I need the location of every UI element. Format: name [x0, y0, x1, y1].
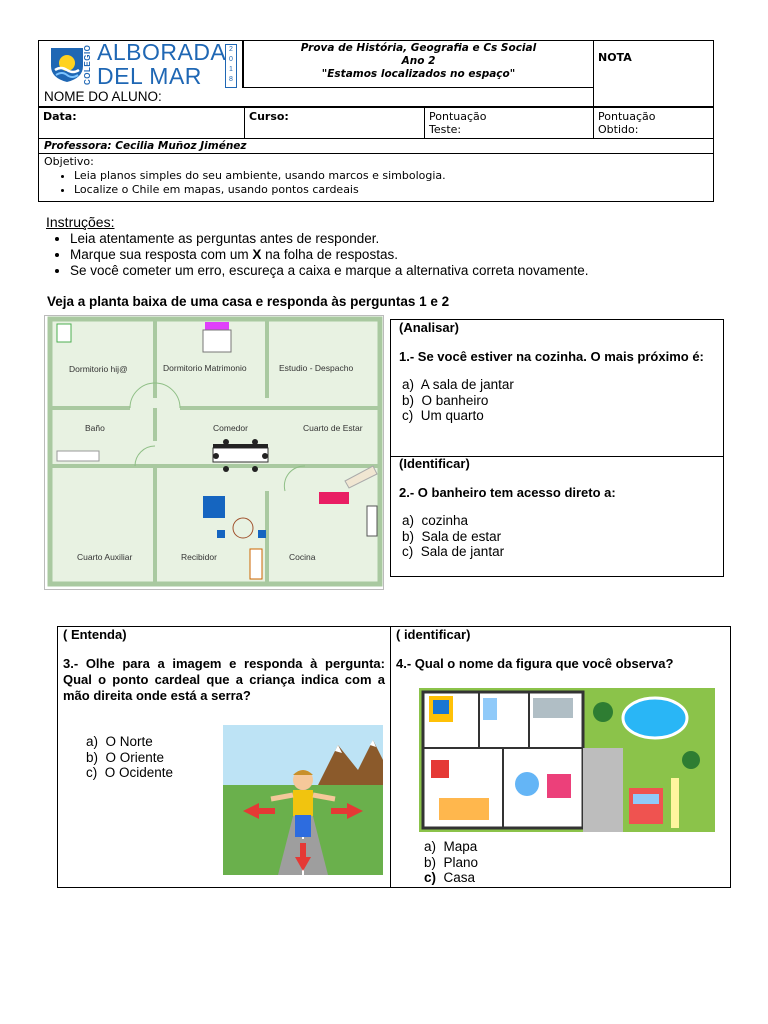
q4-skill: ( identificar)	[396, 627, 471, 642]
instructions	[46, 214, 726, 279]
q1-text: 1.- Se você estiver na cozinha. O mais próximo é:	[399, 349, 704, 364]
student-name-label: NOME DO ALUNO:	[44, 89, 162, 104]
instruction-item: • Leia atentamente as perguntas antes de responder.	[70, 231, 726, 246]
questions-1-2-box	[390, 319, 724, 577]
instructions-title: Instruções:	[46, 214, 115, 230]
q3-option[interactable]: a) O Norte	[86, 734, 153, 749]
instruction-item: • Se você cometer um erro, escureça a caixa e marque a alternativa correta novamente.	[70, 263, 726, 278]
q2-skill: (Identificar)	[399, 456, 470, 471]
house-plan-illustration	[419, 688, 715, 832]
room-label: Cocina	[289, 552, 316, 562]
questions-3-4-box	[57, 626, 731, 888]
test-score-cell[interactable]	[424, 107, 594, 139]
obtained-score-cell[interactable]	[593, 107, 714, 139]
year-digit: 0	[229, 56, 233, 63]
year-digit: 1	[229, 66, 233, 73]
header-table	[38, 40, 714, 202]
q1-block	[391, 320, 723, 456]
child-compass-illustration	[223, 725, 383, 875]
logo-cell	[38, 40, 243, 88]
date-cell[interactable]	[38, 107, 245, 139]
floor-plan-drawing	[45, 316, 383, 589]
date-label: Data:	[43, 110, 77, 123]
teacher-label: Professora: Cecilia Muñoz Jiménez	[44, 140, 247, 152]
school-vertical-label: COLEGIO	[83, 44, 92, 85]
section1-heading: Veja a planta baixa de uma casa e responda às perguntas 1 e 2	[47, 294, 450, 309]
grade-cell	[593, 40, 714, 107]
teacher-cell	[38, 138, 714, 154]
q2-option[interactable]: b) Sala de estar	[402, 528, 502, 544]
q2-text: 2.- O banheiro tem acesso direto a:	[399, 485, 616, 500]
objective-label: Objetivo:	[44, 155, 94, 168]
student-name-cell[interactable]	[38, 88, 594, 107]
room-label: Baño	[85, 423, 105, 433]
room-label: Dormitorio hij@	[69, 364, 128, 374]
test-score-label-1: Pontuação	[429, 110, 487, 123]
q2-option[interactable]: a) cozinha	[402, 513, 469, 528]
objective-item: • Leia planos simples do seu ambiente, usando marcos e simbologia.	[74, 169, 708, 182]
q1-option[interactable]: c) Um quarto	[402, 408, 484, 423]
school-name-line2: DEL MAR	[97, 63, 202, 89]
exam-year: Ano 2	[401, 55, 436, 67]
exam-title: Prova de História, Geografia e Cs Social	[300, 42, 537, 54]
room-label: Estudio - Despacho	[279, 363, 354, 373]
q2-option[interactable]: c) Sala de jantar	[402, 544, 505, 559]
instruction-item: • Marque sua resposta com um X na folha de respostas.	[70, 247, 726, 262]
q3-text: 3.- Olhe para a imagem e responda à pergunta: Qual o ponto cardeal que a criança indica com a mão direita onde está a serra?	[63, 656, 385, 703]
room-label: Cuarto de Estar	[303, 423, 363, 433]
test-score-label-2: Teste:	[429, 123, 462, 136]
q4-option[interactable]: c) Casa	[424, 870, 476, 885]
q3-option[interactable]: b) O Oriente	[86, 749, 165, 765]
q1-skill: (Analisar)	[399, 320, 459, 335]
school-logo-icon	[47, 44, 87, 84]
exam-subtitle: "Estamos localizados no espaço"	[321, 68, 516, 80]
floor-plan-image	[44, 315, 384, 590]
q4-text: 4.- Qual o nome da figura que você observa?	[396, 656, 674, 671]
school-name-line1: ALBORADA	[97, 39, 227, 65]
q3-option[interactable]: c) O Ocidente	[86, 765, 174, 780]
exam-title-cell	[243, 40, 594, 88]
school-year-box	[225, 44, 237, 88]
year-digit: 2	[229, 46, 233, 53]
q2-block	[391, 456, 723, 576]
objective-cell	[38, 153, 714, 202]
q4-block	[391, 627, 731, 887]
course-label: Curso:	[249, 110, 289, 123]
year-digit: 8	[229, 76, 233, 83]
course-cell[interactable]	[244, 107, 425, 139]
q3-block	[58, 627, 390, 887]
obtained-score-label-2: Obtido:	[598, 123, 639, 136]
q1-option[interactable]: b) O banheiro	[402, 392, 489, 408]
q3-skill: ( Entenda)	[63, 627, 127, 642]
room-label: Recibidor	[181, 552, 217, 562]
grade-label: NOTA	[598, 51, 632, 64]
q1-option[interactable]: a) A sala de jantar	[402, 377, 514, 392]
objective-item: • Localize o Chile em mapas, usando pontos cardeais	[74, 183, 708, 196]
room-label: Cuarto Auxiliar	[77, 552, 133, 562]
q4-option[interactable]: b) Plano	[424, 854, 479, 870]
room-label: Comedor	[213, 423, 248, 433]
room-label: Dormitorio Matrimonio	[163, 363, 247, 373]
q4-option[interactable]: a) Mapa	[424, 839, 478, 854]
obtained-score-label-1: Pontuação	[598, 110, 656, 123]
